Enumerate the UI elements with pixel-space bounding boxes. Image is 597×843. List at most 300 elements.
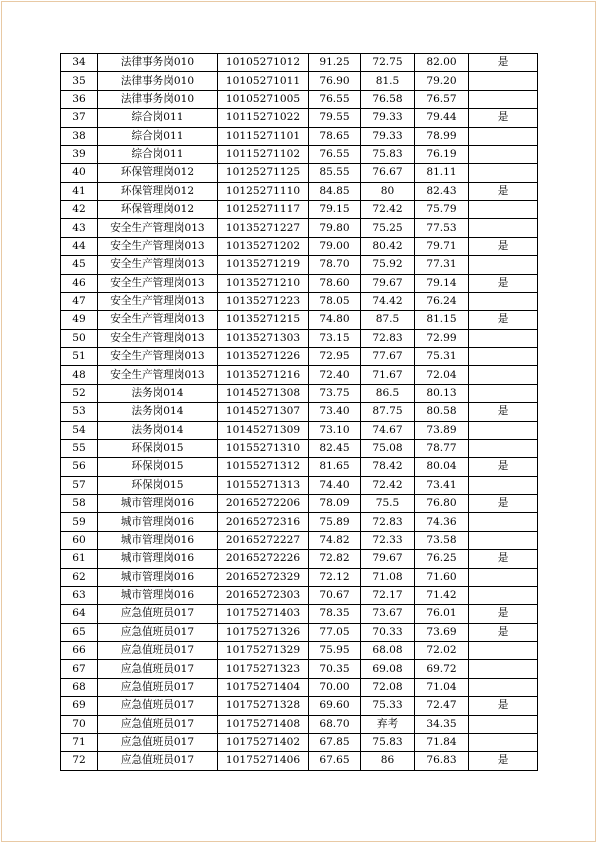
row-number-cell: 63 xyxy=(61,586,98,604)
total-score-cell: 76.01 xyxy=(415,605,469,623)
position-cell: 环保岗015 xyxy=(98,458,218,476)
table-row xyxy=(61,109,538,127)
row-number-cell: 59 xyxy=(61,513,98,531)
written-score-cell: 85.55 xyxy=(309,164,361,182)
total-score-cell: 80.58 xyxy=(415,403,469,421)
score-table-body xyxy=(61,54,538,771)
position-cell: 应急值班员017 xyxy=(98,660,218,678)
written-score-cell: 73.10 xyxy=(309,421,361,439)
table-row xyxy=(61,660,538,678)
interview-score-cell: 69.08 xyxy=(361,660,415,678)
interview-score-cell: 72.75 xyxy=(361,54,415,72)
table-row xyxy=(61,182,538,200)
position-cell: 安全生产管理岗013 xyxy=(98,219,218,237)
written-score-cell: 79.15 xyxy=(309,201,361,219)
total-score-cell: 72.99 xyxy=(415,329,469,347)
table-row xyxy=(61,292,538,310)
written-score-cell: 79.55 xyxy=(309,109,361,127)
written-score-cell: 73.40 xyxy=(309,403,361,421)
table-row xyxy=(61,348,538,366)
table-row xyxy=(61,752,538,770)
written-score-cell: 78.09 xyxy=(309,495,361,513)
total-score-cell: 71.04 xyxy=(415,678,469,696)
table-row xyxy=(61,384,538,402)
row-number-cell: 48 xyxy=(61,366,98,384)
exam-id-cell: 10155271313 xyxy=(218,476,309,494)
total-score-cell: 77.31 xyxy=(415,256,469,274)
selected-cell: 是 xyxy=(469,311,538,329)
selected-cell: 是 xyxy=(469,54,538,72)
selected-cell: 是 xyxy=(469,403,538,421)
selected-cell: 是 xyxy=(469,605,538,623)
total-score-cell: 73.41 xyxy=(415,476,469,494)
selected-cell: 是 xyxy=(469,495,538,513)
position-cell: 安全生产管理岗013 xyxy=(98,311,218,329)
row-number-cell: 50 xyxy=(61,329,98,347)
position-cell: 综合岗011 xyxy=(98,145,218,163)
interview-score-cell: 弃考 xyxy=(361,715,415,733)
selected-cell xyxy=(469,201,538,219)
written-score-cell: 91.25 xyxy=(309,54,361,72)
position-cell: 环保岗015 xyxy=(98,439,218,457)
position-cell: 安全生产管理岗013 xyxy=(98,274,218,292)
selected-cell: 是 xyxy=(469,458,538,476)
exam-id-cell: 20165272329 xyxy=(218,568,309,586)
position-cell: 应急值班员017 xyxy=(98,678,218,696)
total-score-cell: 76.80 xyxy=(415,495,469,513)
position-cell: 法务岗014 xyxy=(98,384,218,402)
table-row xyxy=(61,550,538,568)
written-score-cell: 73.15 xyxy=(309,329,361,347)
row-number-cell: 67 xyxy=(61,660,98,678)
selected-cell: 是 xyxy=(469,623,538,641)
table-row xyxy=(61,256,538,274)
position-cell: 综合岗011 xyxy=(98,127,218,145)
total-score-cell: 34.35 xyxy=(415,715,469,733)
table-row xyxy=(61,642,538,660)
position-cell: 应急值班员017 xyxy=(98,752,218,770)
interview-score-cell: 75.5 xyxy=(361,495,415,513)
table-row xyxy=(61,697,538,715)
row-number-cell: 43 xyxy=(61,219,98,237)
selected-cell xyxy=(469,72,538,90)
table-row xyxy=(61,421,538,439)
row-number-cell: 55 xyxy=(61,439,98,457)
exam-id-cell: 10135271216 xyxy=(218,366,309,384)
total-score-cell: 71.84 xyxy=(415,733,469,751)
interview-score-cell: 86.5 xyxy=(361,384,415,402)
exam-id-cell: 20165272226 xyxy=(218,550,309,568)
exam-id-cell: 10175271326 xyxy=(218,623,309,641)
total-score-cell: 72.04 xyxy=(415,366,469,384)
table-row xyxy=(61,164,538,182)
row-number-cell: 51 xyxy=(61,348,98,366)
interview-score-cell: 75.83 xyxy=(361,733,415,751)
row-number-cell: 64 xyxy=(61,605,98,623)
written-score-cell: 67.65 xyxy=(309,752,361,770)
row-number-cell: 56 xyxy=(61,458,98,476)
total-score-cell: 71.60 xyxy=(415,568,469,586)
table-row xyxy=(61,586,538,604)
written-score-cell: 75.89 xyxy=(309,513,361,531)
table-row xyxy=(61,127,538,145)
position-cell: 安全生产管理岗013 xyxy=(98,256,218,274)
position-cell: 安全生产管理岗013 xyxy=(98,292,218,310)
table-row xyxy=(61,605,538,623)
interview-score-cell: 72.83 xyxy=(361,513,415,531)
total-score-cell: 77.53 xyxy=(415,219,469,237)
row-number-cell: 60 xyxy=(61,531,98,549)
written-score-cell: 69.60 xyxy=(309,697,361,715)
exam-id-cell: 10175271323 xyxy=(218,660,309,678)
position-cell: 安全生产管理岗013 xyxy=(98,237,218,255)
row-number-cell: 44 xyxy=(61,237,98,255)
table-row xyxy=(61,568,538,586)
position-cell: 综合岗011 xyxy=(98,109,218,127)
position-cell: 城市管理岗016 xyxy=(98,531,218,549)
exam-id-cell: 20165272206 xyxy=(218,495,309,513)
table-row xyxy=(61,403,538,421)
position-cell: 环保管理岗012 xyxy=(98,164,218,182)
written-score-cell: 78.60 xyxy=(309,274,361,292)
exam-id-cell: 10105271012 xyxy=(218,54,309,72)
interview-score-cell: 87.75 xyxy=(361,403,415,421)
row-number-cell: 39 xyxy=(61,145,98,163)
exam-id-cell: 10135271303 xyxy=(218,329,309,347)
interview-score-cell: 74.67 xyxy=(361,421,415,439)
row-number-cell: 41 xyxy=(61,182,98,200)
table-row xyxy=(61,733,538,751)
exam-id-cell: 10155271310 xyxy=(218,439,309,457)
total-score-cell: 73.89 xyxy=(415,421,469,439)
position-cell: 应急值班员017 xyxy=(98,733,218,751)
table-row xyxy=(61,54,538,72)
written-score-cell: 70.35 xyxy=(309,660,361,678)
interview-score-cell: 70.33 xyxy=(361,623,415,641)
position-cell: 法务岗014 xyxy=(98,421,218,439)
written-score-cell: 72.12 xyxy=(309,568,361,586)
total-score-cell: 79.44 xyxy=(415,109,469,127)
row-number-cell: 57 xyxy=(61,476,98,494)
selected-cell xyxy=(469,513,538,531)
selected-cell xyxy=(469,164,538,182)
written-score-cell: 74.82 xyxy=(309,531,361,549)
position-cell: 环保管理岗012 xyxy=(98,201,218,219)
row-number-cell: 37 xyxy=(61,109,98,127)
written-score-cell: 74.80 xyxy=(309,311,361,329)
written-score-cell: 78.05 xyxy=(309,292,361,310)
total-score-cell: 75.79 xyxy=(415,201,469,219)
table-row xyxy=(61,237,538,255)
interview-score-cell: 79.33 xyxy=(361,109,415,127)
written-score-cell: 70.67 xyxy=(309,586,361,604)
total-score-cell: 76.24 xyxy=(415,292,469,310)
total-score-cell: 82.00 xyxy=(415,54,469,72)
row-number-cell: 52 xyxy=(61,384,98,402)
selected-cell xyxy=(469,127,538,145)
total-score-cell: 69.72 xyxy=(415,660,469,678)
interview-score-cell: 86 xyxy=(361,752,415,770)
total-score-cell: 79.71 xyxy=(415,237,469,255)
row-number-cell: 62 xyxy=(61,568,98,586)
written-score-cell: 70.00 xyxy=(309,678,361,696)
selected-cell xyxy=(469,586,538,604)
exam-id-cell: 10175271328 xyxy=(218,697,309,715)
selected-cell xyxy=(469,439,538,457)
position-cell: 环保管理岗012 xyxy=(98,182,218,200)
interview-score-cell: 74.42 xyxy=(361,292,415,310)
total-score-cell: 76.57 xyxy=(415,90,469,108)
written-score-cell: 76.55 xyxy=(309,145,361,163)
total-score-cell: 74.36 xyxy=(415,513,469,531)
selected-cell: 是 xyxy=(469,237,538,255)
selected-cell xyxy=(469,733,538,751)
table-row xyxy=(61,531,538,549)
total-score-cell: 79.20 xyxy=(415,72,469,90)
written-score-cell: 78.70 xyxy=(309,256,361,274)
position-cell: 城市管理岗016 xyxy=(98,586,218,604)
table-row xyxy=(61,513,538,531)
written-score-cell: 73.75 xyxy=(309,384,361,402)
total-score-cell: 78.99 xyxy=(415,127,469,145)
selected-cell xyxy=(469,421,538,439)
selected-cell: 是 xyxy=(469,550,538,568)
written-score-cell: 68.70 xyxy=(309,715,361,733)
total-score-cell: 76.25 xyxy=(415,550,469,568)
written-score-cell: 74.40 xyxy=(309,476,361,494)
interview-score-cell: 72.17 xyxy=(361,586,415,604)
row-number-cell: 70 xyxy=(61,715,98,733)
total-score-cell: 81.11 xyxy=(415,164,469,182)
exam-id-cell: 10135271202 xyxy=(218,237,309,255)
exam-id-cell: 10115271101 xyxy=(218,127,309,145)
total-score-cell: 80.13 xyxy=(415,384,469,402)
selected-cell xyxy=(469,384,538,402)
position-cell: 应急值班员017 xyxy=(98,605,218,623)
exam-id-cell: 10115271102 xyxy=(218,145,309,163)
total-score-cell: 71.42 xyxy=(415,586,469,604)
interview-score-cell: 72.83 xyxy=(361,329,415,347)
interview-score-cell: 75.25 xyxy=(361,219,415,237)
table-row xyxy=(61,72,538,90)
position-cell: 城市管理岗016 xyxy=(98,495,218,513)
written-score-cell: 75.95 xyxy=(309,642,361,660)
row-number-cell: 47 xyxy=(61,292,98,310)
table-row xyxy=(61,219,538,237)
total-score-cell: 76.83 xyxy=(415,752,469,770)
selected-cell: 是 xyxy=(469,109,538,127)
row-number-cell: 49 xyxy=(61,311,98,329)
row-number-cell: 36 xyxy=(61,90,98,108)
row-number-cell: 40 xyxy=(61,164,98,182)
written-score-cell: 79.00 xyxy=(309,237,361,255)
written-score-cell: 67.85 xyxy=(309,733,361,751)
total-score-cell: 75.31 xyxy=(415,348,469,366)
position-cell: 法律事务岗010 xyxy=(98,54,218,72)
row-number-cell: 46 xyxy=(61,274,98,292)
selected-cell: 是 xyxy=(469,697,538,715)
selected-cell xyxy=(469,348,538,366)
selected-cell xyxy=(469,329,538,347)
selected-cell xyxy=(469,642,538,660)
row-number-cell: 45 xyxy=(61,256,98,274)
exam-id-cell: 10135271210 xyxy=(218,274,309,292)
interview-score-cell: 72.42 xyxy=(361,476,415,494)
interview-score-cell: 68.08 xyxy=(361,642,415,660)
interview-score-cell: 72.42 xyxy=(361,201,415,219)
interview-score-cell: 76.67 xyxy=(361,164,415,182)
written-score-cell: 78.65 xyxy=(309,127,361,145)
table-row xyxy=(61,476,538,494)
total-score-cell: 80.04 xyxy=(415,458,469,476)
row-number-cell: 61 xyxy=(61,550,98,568)
exam-id-cell: 10135271219 xyxy=(218,256,309,274)
interview-score-cell: 80 xyxy=(361,182,415,200)
interview-score-cell: 79.67 xyxy=(361,274,415,292)
total-score-cell: 73.69 xyxy=(415,623,469,641)
written-score-cell: 82.45 xyxy=(309,439,361,457)
exam-id-cell: 10175271402 xyxy=(218,733,309,751)
interview-score-cell: 81.5 xyxy=(361,72,415,90)
selected-cell xyxy=(469,568,538,586)
written-score-cell: 81.65 xyxy=(309,458,361,476)
row-number-cell: 53 xyxy=(61,403,98,421)
table-row xyxy=(61,678,538,696)
table-row xyxy=(61,274,538,292)
position-cell: 应急值班员017 xyxy=(98,715,218,733)
written-score-cell: 78.35 xyxy=(309,605,361,623)
table-row xyxy=(61,329,538,347)
total-score-cell: 78.77 xyxy=(415,439,469,457)
exam-id-cell: 10125271125 xyxy=(218,164,309,182)
exam-id-cell: 10155271312 xyxy=(218,458,309,476)
written-score-cell: 77.05 xyxy=(309,623,361,641)
interview-score-cell: 71.67 xyxy=(361,366,415,384)
total-score-cell: 76.19 xyxy=(415,145,469,163)
table-row xyxy=(61,458,538,476)
row-number-cell: 65 xyxy=(61,623,98,641)
exam-id-cell: 10125271110 xyxy=(218,182,309,200)
row-number-cell: 54 xyxy=(61,421,98,439)
exam-id-cell: 10175271406 xyxy=(218,752,309,770)
total-score-cell: 72.47 xyxy=(415,697,469,715)
exam-id-cell: 20165272227 xyxy=(218,531,309,549)
table-row xyxy=(61,201,538,219)
interview-score-cell: 79.33 xyxy=(361,127,415,145)
table-row xyxy=(61,623,538,641)
table-row xyxy=(61,366,538,384)
selected-cell: 是 xyxy=(469,182,538,200)
position-cell: 安全生产管理岗013 xyxy=(98,329,218,347)
row-number-cell: 34 xyxy=(61,54,98,72)
position-cell: 法律事务岗010 xyxy=(98,72,218,90)
interview-score-cell: 72.08 xyxy=(361,678,415,696)
exam-id-cell: 10175271404 xyxy=(218,678,309,696)
selected-cell: 是 xyxy=(469,752,538,770)
exam-id-cell: 10105271005 xyxy=(218,90,309,108)
exam-id-cell: 10145271307 xyxy=(218,403,309,421)
row-number-cell: 69 xyxy=(61,697,98,715)
selected-cell xyxy=(469,292,538,310)
exam-id-cell: 10175271408 xyxy=(218,715,309,733)
interview-score-cell: 72.33 xyxy=(361,531,415,549)
row-number-cell: 71 xyxy=(61,733,98,751)
interview-score-cell: 75.33 xyxy=(361,697,415,715)
table-row xyxy=(61,311,538,329)
table-row xyxy=(61,715,538,733)
total-score-cell: 73.58 xyxy=(415,531,469,549)
exam-id-cell: 10135271223 xyxy=(218,292,309,310)
exam-id-cell: 20165272316 xyxy=(218,513,309,531)
row-number-cell: 66 xyxy=(61,642,98,660)
score-table xyxy=(60,53,538,771)
total-score-cell: 81.15 xyxy=(415,311,469,329)
interview-score-cell: 73.67 xyxy=(361,605,415,623)
row-number-cell: 58 xyxy=(61,495,98,513)
interview-score-cell: 87.5 xyxy=(361,311,415,329)
written-score-cell: 72.82 xyxy=(309,550,361,568)
position-cell: 安全生产管理岗013 xyxy=(98,366,218,384)
interview-score-cell: 75.92 xyxy=(361,256,415,274)
total-score-cell: 79.14 xyxy=(415,274,469,292)
position-cell: 城市管理岗016 xyxy=(98,513,218,531)
total-score-cell: 72.02 xyxy=(415,642,469,660)
position-cell: 安全生产管理岗013 xyxy=(98,348,218,366)
selected-cell xyxy=(469,256,538,274)
row-number-cell: 38 xyxy=(61,127,98,145)
exam-id-cell: 10175271329 xyxy=(218,642,309,660)
position-cell: 应急值班员017 xyxy=(98,697,218,715)
selected-cell xyxy=(469,145,538,163)
exam-id-cell: 10145271308 xyxy=(218,384,309,402)
selected-cell xyxy=(469,90,538,108)
row-number-cell: 42 xyxy=(61,201,98,219)
exam-id-cell: 10105271011 xyxy=(218,72,309,90)
position-cell: 环保岗015 xyxy=(98,476,218,494)
interview-score-cell: 75.83 xyxy=(361,145,415,163)
row-number-cell: 68 xyxy=(61,678,98,696)
selected-cell xyxy=(469,531,538,549)
written-score-cell: 84.85 xyxy=(309,182,361,200)
row-number-cell: 72 xyxy=(61,752,98,770)
selected-cell xyxy=(469,715,538,733)
selected-cell xyxy=(469,678,538,696)
written-score-cell: 76.90 xyxy=(309,72,361,90)
exam-id-cell: 10135271226 xyxy=(218,348,309,366)
exam-id-cell: 10135271227 xyxy=(218,219,309,237)
interview-score-cell: 71.08 xyxy=(361,568,415,586)
table-row xyxy=(61,90,538,108)
written-score-cell: 79.80 xyxy=(309,219,361,237)
row-number-cell: 35 xyxy=(61,72,98,90)
exam-id-cell: 10135271215 xyxy=(218,311,309,329)
interview-score-cell: 75.08 xyxy=(361,439,415,457)
table-row xyxy=(61,439,538,457)
selected-cell xyxy=(469,476,538,494)
interview-score-cell: 78.42 xyxy=(361,458,415,476)
exam-id-cell: 10145271309 xyxy=(218,421,309,439)
table-row xyxy=(61,495,538,513)
exam-id-cell: 20165272303 xyxy=(218,586,309,604)
written-score-cell: 72.95 xyxy=(309,348,361,366)
position-cell: 法务岗014 xyxy=(98,403,218,421)
exam-id-cell: 10115271022 xyxy=(218,109,309,127)
position-cell: 应急值班员017 xyxy=(98,642,218,660)
interview-score-cell: 77.67 xyxy=(361,348,415,366)
position-cell: 应急值班员017 xyxy=(98,623,218,641)
selected-cell: 是 xyxy=(469,274,538,292)
position-cell: 法律事务岗010 xyxy=(98,90,218,108)
